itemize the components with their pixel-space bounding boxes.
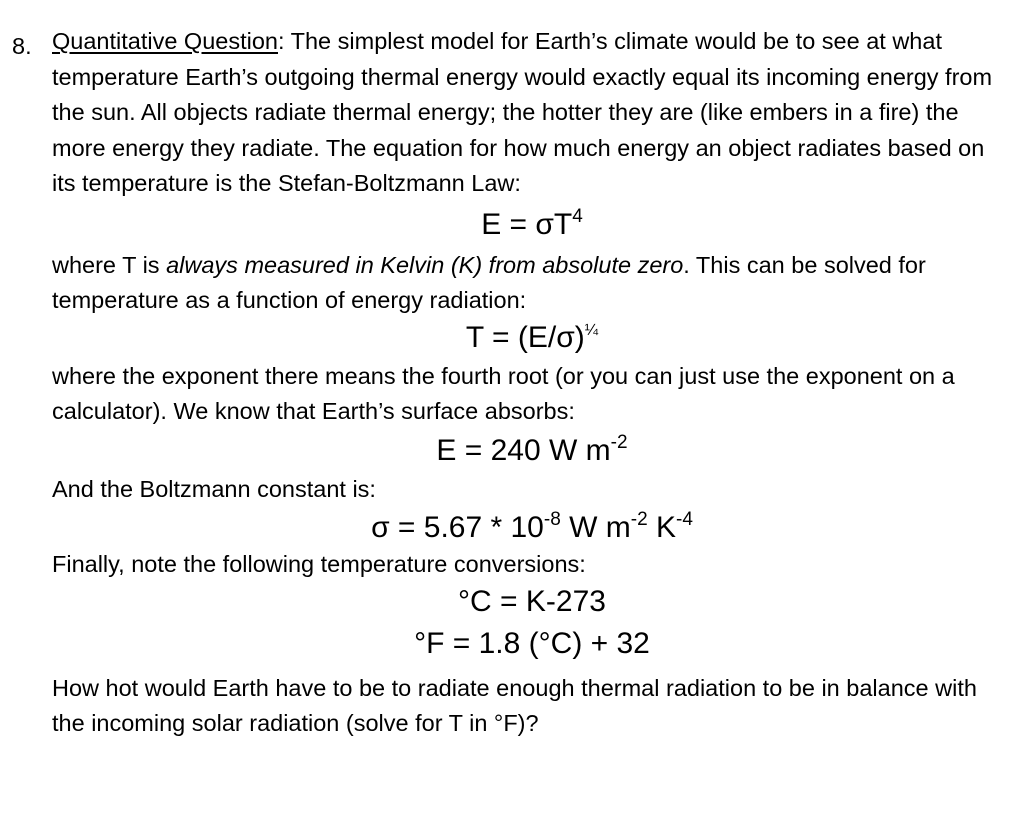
energy-equation-base: E = 240 W m: [436, 433, 611, 467]
sigma-unit-kelvin: K: [647, 511, 677, 544]
energy-exponent: -2: [610, 431, 628, 453]
stefan-boltzmann-equation: [52, 206, 1012, 244]
question-number: 8.: [12, 33, 32, 59]
constant-paragraph: And the Boltzmann constant is:: [52, 475, 376, 502]
question-label: Quantitative Question: [52, 28, 278, 54]
exponent-paragraph: where the exponent there means the fourth root (or you can just use the exponent on a calculator). We know that Earth’s surface absorbs:: [52, 362, 955, 424]
sigma-value: σ = 5.67 * 10: [371, 511, 544, 544]
sigma-unit-watts-meters: W m: [560, 511, 631, 544]
question-intro-text: : The simplest model for Earth’s climate would be to see at what temperature Earth’s outgoing thermal energy would exactly equal its incoming energy from the sun. All objects radiate thermal energy; the hotter they are (like embers in a fire) the more energy they radiate. The equation for how much energy an object radiates based on its temperature is the Stefan-Boltzmann Law:: [52, 28, 993, 196]
kelvin-paragraph: [52, 248, 1012, 319]
question-body: [52, 24, 1012, 742]
kelvin-emphasis: always measured in Kelvin (K) from absolute zero: [166, 251, 684, 278]
question-intro-paragraph: [52, 24, 1012, 202]
celsius-conversion-equation: °C = K-273: [458, 584, 606, 618]
final-question-paragraph: How hot would Earth have to be to radiate enough thermal radiation to be in balance with the incoming solar radiation (solve for T in °F)?: [52, 674, 977, 736]
energy-equation: [52, 432, 1012, 470]
temperature-equation-base: T = (E/σ): [465, 320, 585, 354]
sigma-meter-exponent: -2: [630, 509, 648, 530]
sigma-kelvin-exponent: -4: [676, 509, 693, 530]
boltzmann-constant-equation: [52, 509, 1012, 547]
kelvin-paragraph-lead: where T is: [52, 251, 167, 278]
conversions-paragraph: Finally, note the following temperature conversions:: [52, 551, 586, 577]
stefan-boltzmann-exponent: 4: [572, 205, 583, 227]
temperature-equation: [52, 319, 1012, 357]
fahrenheit-conversion-equation: °F = 1.8 (°C) + 32: [414, 626, 650, 660]
kelvin-paragraph-tail: . This can be solved for temperature as a function of energy radiation:: [52, 251, 926, 313]
temperature-exponent: ¼: [584, 321, 599, 339]
sigma-power-exponent: -8: [543, 509, 561, 530]
stefan-boltzmann-equation-base: E = σT: [481, 207, 573, 241]
